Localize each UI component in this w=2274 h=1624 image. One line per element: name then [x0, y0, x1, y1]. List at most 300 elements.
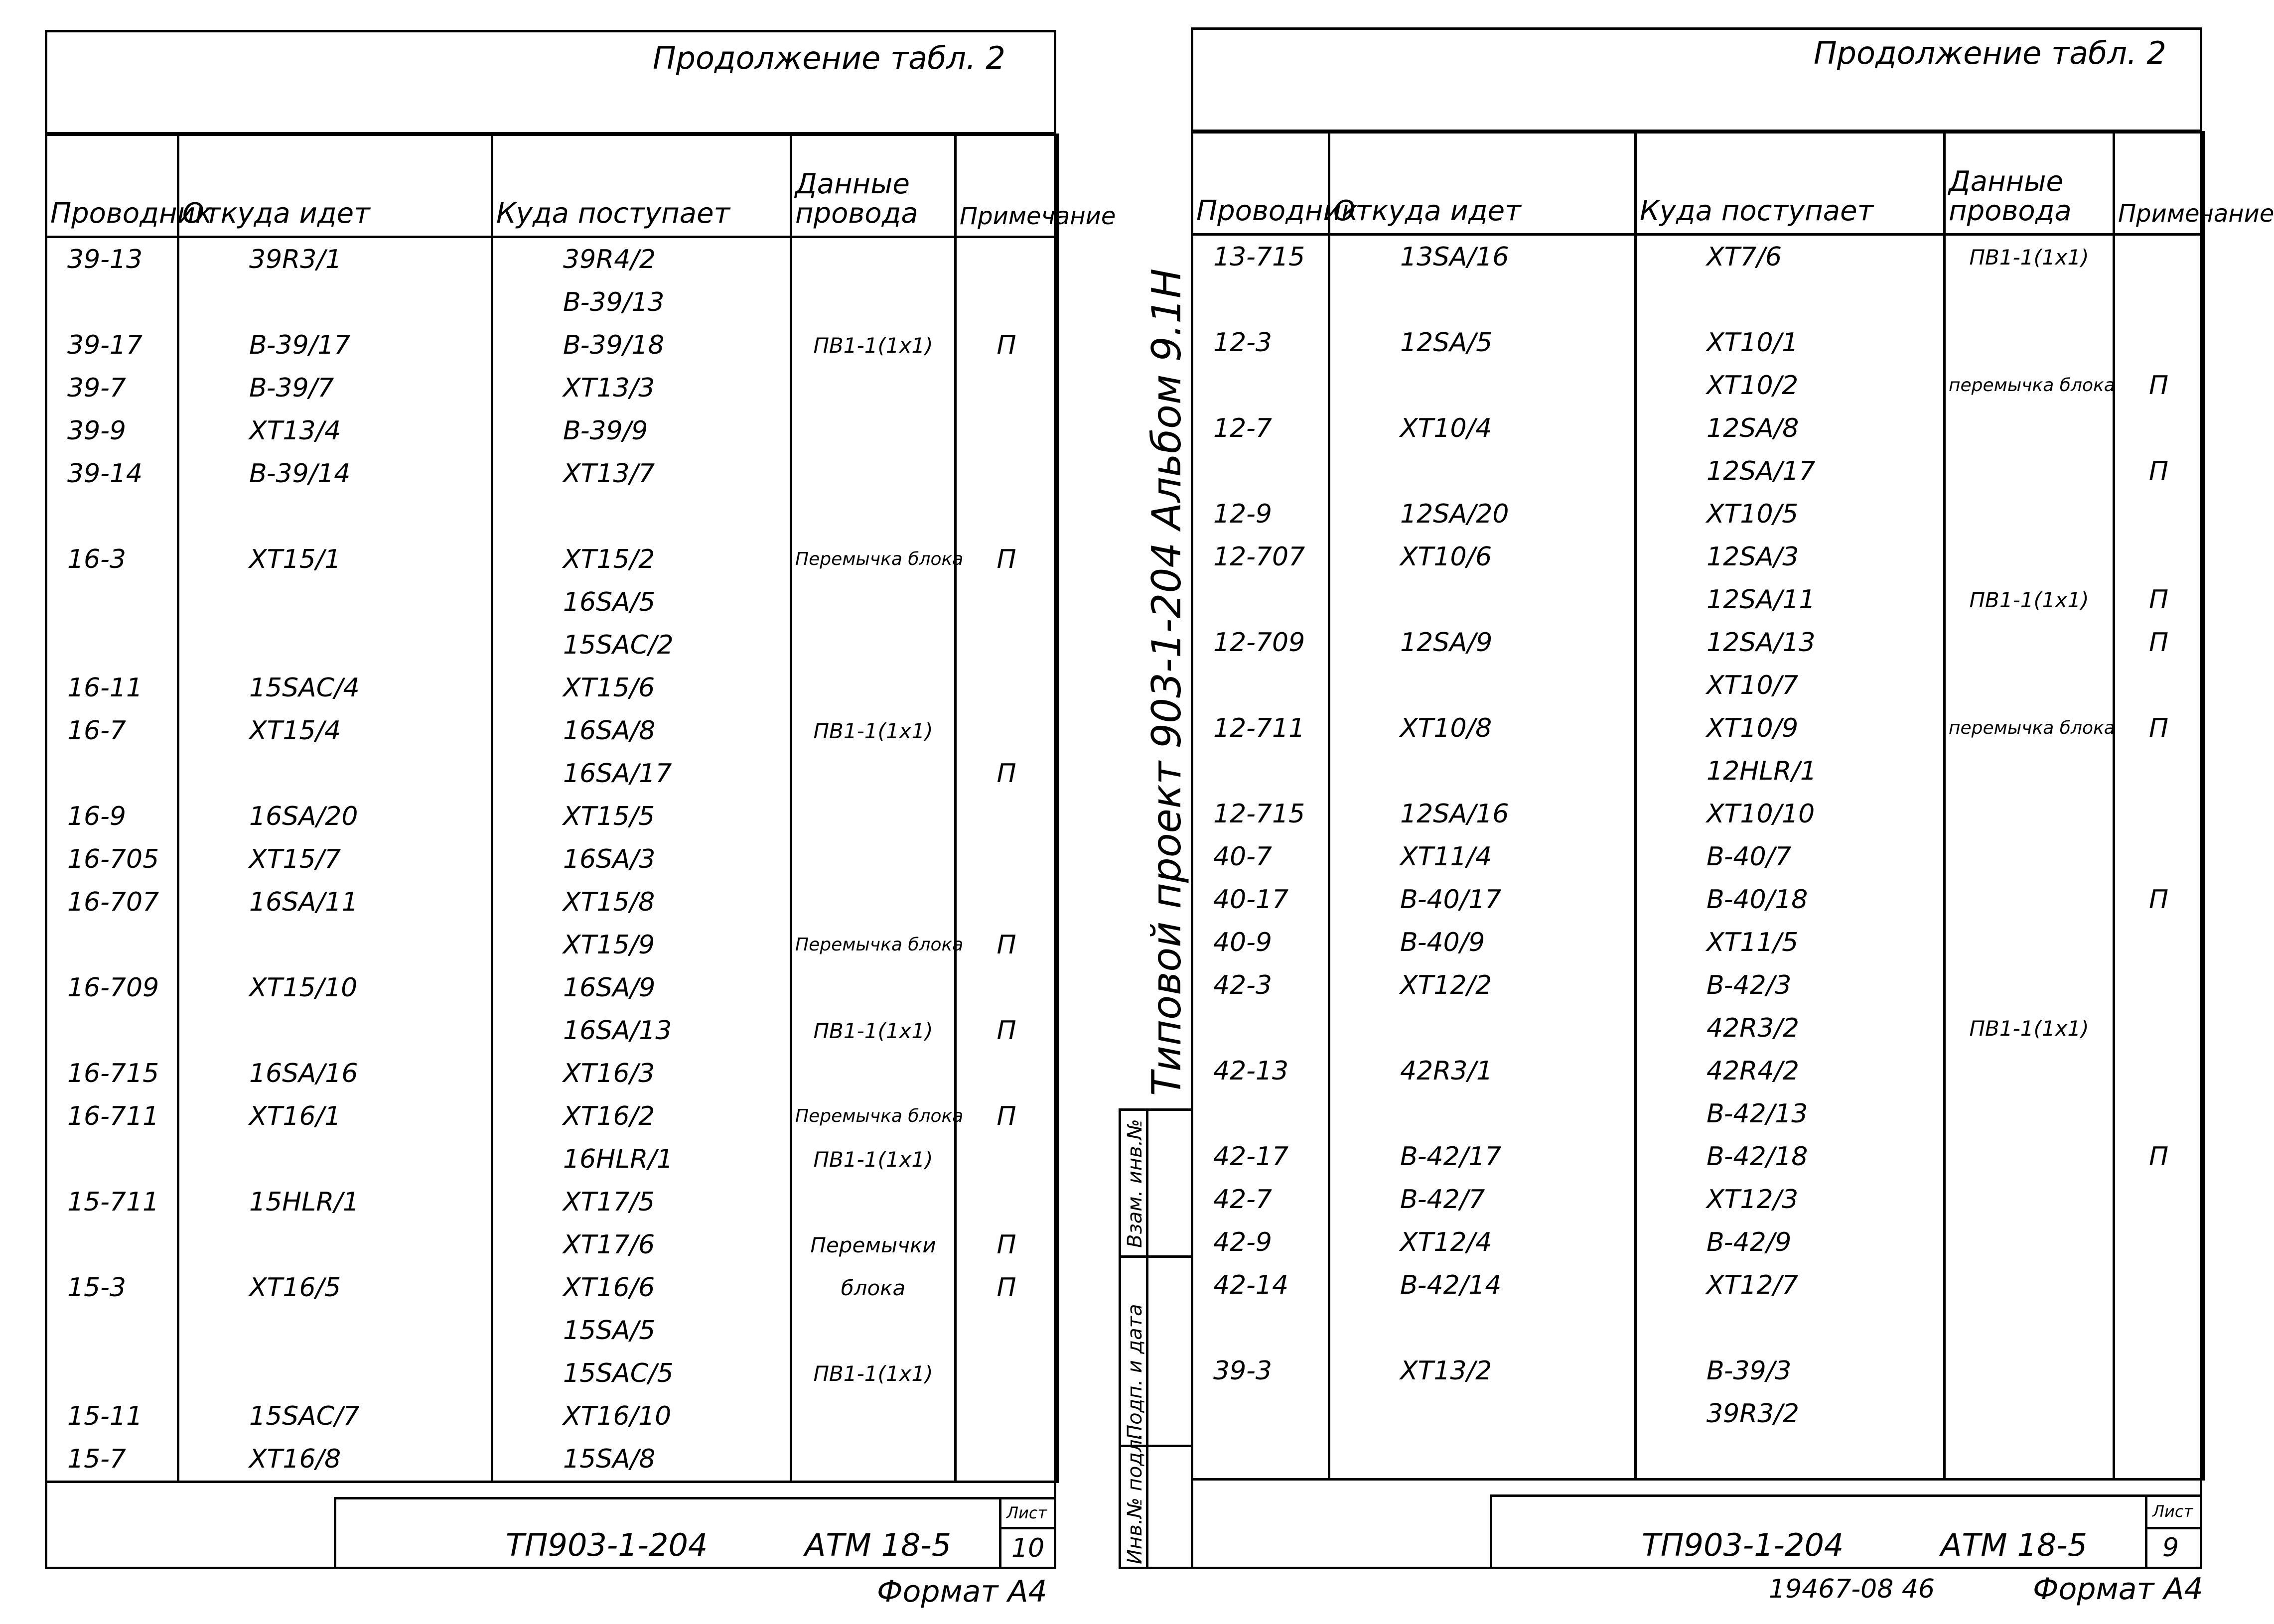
- cell-wire-data: ПВ1-1(1x1): [791, 709, 956, 752]
- cell-from: XT10/4: [1329, 407, 1636, 450]
- cell-to: 15SA/5: [492, 1309, 791, 1352]
- cell-to: 12SA/8: [1636, 407, 1945, 450]
- cell-from: [1329, 450, 1636, 493]
- cell-note: [956, 1181, 1058, 1223]
- table-row: [1192, 1392, 2204, 1435]
- cell-to: 12HLR/1: [1636, 750, 1945, 793]
- cell-wire-data: [1945, 1050, 2114, 1092]
- table-row: [46, 924, 1058, 966]
- cell-to: XT15/6: [492, 667, 791, 709]
- table-row: [46, 409, 1058, 452]
- cell-from: B-40/17: [1329, 878, 1636, 921]
- cell-from: 16SA/16: [178, 1052, 492, 1095]
- cell-from: [1329, 1435, 1636, 1480]
- side-divider-1: [1119, 1255, 1193, 1258]
- right-stamp-mark: АТМ 18-5: [1941, 1527, 2088, 1563]
- cell-from: [1329, 578, 1636, 621]
- cell-conductor: 12-709: [1192, 621, 1329, 664]
- cell-wire-data: ПВ1-1(1x1): [1945, 1007, 2114, 1050]
- cell-from: B-39/7: [178, 367, 492, 409]
- cell-from: [1329, 750, 1636, 793]
- cell-note: [956, 581, 1058, 624]
- cell-to: [492, 495, 791, 538]
- cell-note: П: [956, 1266, 1058, 1309]
- table-row: [46, 795, 1058, 838]
- cell-note: [2114, 1221, 2204, 1264]
- cell-to: B-42/13: [1636, 1092, 1945, 1135]
- album-title: Типовой проект 903-1-204 Альбом 9.1Н: [1143, 268, 1190, 1096]
- header-from: Откуда идет: [178, 135, 492, 237]
- cell-conductor: 12-3: [1192, 321, 1329, 364]
- cell-to: 16SA/13: [492, 1009, 791, 1052]
- cell-from: [178, 495, 492, 538]
- table-row: [1192, 707, 2204, 750]
- cell-wire-data: [791, 581, 956, 624]
- table-row: [1192, 1221, 2204, 1264]
- cell-from: XT16/8: [178, 1438, 492, 1482]
- cell-from: [178, 581, 492, 624]
- cell-conductor: 16-7: [46, 709, 178, 752]
- table-row: [46, 1095, 1058, 1138]
- cell-note: П: [2114, 1135, 2204, 1178]
- cell-to: 39R4/2: [492, 237, 791, 281]
- cell-from: [1329, 1392, 1636, 1435]
- cell-to: XT12/7: [1636, 1264, 1945, 1307]
- left-stamp-mark: АТМ 18-5: [805, 1527, 952, 1563]
- cell-wire-data: [1945, 1435, 2114, 1480]
- cell-to: XT13/7: [492, 452, 791, 495]
- cell-wire-data: [1945, 1264, 2114, 1307]
- cell-note: [956, 624, 1058, 667]
- cell-from: 15HLR/1: [178, 1181, 492, 1223]
- right-sheet-number: 9: [2162, 1533, 2179, 1563]
- cell-from: B-42/14: [1329, 1264, 1636, 1307]
- cell-to: XT15/9: [492, 924, 791, 966]
- table-row: [1192, 536, 2204, 578]
- cell-conductor: 42-9: [1192, 1221, 1329, 1264]
- right-format-label: Формат А4: [2033, 1572, 2203, 1607]
- table-row: [46, 838, 1058, 881]
- cell-to: B-39/18: [492, 324, 791, 367]
- cell-wire-data: [1945, 664, 2114, 707]
- cell-note: [956, 452, 1058, 495]
- cell-wire-data: [1945, 1092, 2114, 1135]
- table-row: [1192, 835, 2204, 878]
- cell-conductor: [46, 1309, 178, 1352]
- cell-from: [178, 1352, 492, 1395]
- cell-conductor: [46, 1352, 178, 1395]
- cell-from: [178, 281, 492, 324]
- table-row: [1192, 1007, 2204, 1050]
- cell-wire-data: блока: [791, 1266, 956, 1309]
- cell-note: [2114, 921, 2204, 964]
- cell-conductor: 12-707: [1192, 536, 1329, 578]
- cell-from: B-39/14: [178, 452, 492, 495]
- cell-note: [2114, 1392, 2204, 1435]
- cell-wire-data: ПВ1-1(1x1): [791, 324, 956, 367]
- cell-conductor: 15-7: [46, 1438, 178, 1482]
- cell-wire-data: [1945, 835, 2114, 878]
- cell-from: [1329, 278, 1636, 321]
- cell-conductor: 16-709: [46, 966, 178, 1009]
- cell-wire-data: [791, 838, 956, 881]
- table-row: [1192, 407, 2204, 450]
- cell-conductor: 42-14: [1192, 1264, 1329, 1307]
- cell-to: XT10/1: [1636, 321, 1945, 364]
- table-row: [1192, 664, 2204, 707]
- cell-note: П: [956, 1095, 1058, 1138]
- cell-from: XT16/5: [178, 1266, 492, 1309]
- cell-conductor: [46, 1138, 178, 1181]
- cell-note: П: [2114, 878, 2204, 921]
- table-row: [46, 1438, 1058, 1482]
- table-row: [46, 966, 1058, 1009]
- cell-note: П: [956, 324, 1058, 367]
- cell-conductor: 16-715: [46, 1052, 178, 1095]
- cell-note: [2114, 321, 2204, 364]
- cell-from: [178, 1223, 492, 1266]
- cell-note: [2114, 750, 2204, 793]
- cell-from: XT15/1: [178, 538, 492, 581]
- cell-note: [956, 966, 1058, 1009]
- table-row: [46, 709, 1058, 752]
- cell-wire-data: [1945, 750, 2114, 793]
- cell-to: 16SA/3: [492, 838, 791, 881]
- cell-wire-data: [791, 367, 956, 409]
- cell-conductor: 16-707: [46, 881, 178, 924]
- cell-wire-data: ПВ1-1(1x1): [791, 1352, 956, 1395]
- cell-wire-data: [1945, 450, 2114, 493]
- cell-wire-data: [1945, 793, 2114, 835]
- cell-from: 16SA/11: [178, 881, 492, 924]
- cell-conductor: 40-17: [1192, 878, 1329, 921]
- table-row: [46, 495, 1058, 538]
- table-row: [46, 1052, 1058, 1095]
- cell-wire-data: [1945, 493, 2114, 536]
- cell-to: 15SA/8: [492, 1438, 791, 1482]
- cell-from: [178, 924, 492, 966]
- right-sheet-label: Лист: [2152, 1502, 2193, 1521]
- table-row: [46, 667, 1058, 709]
- cell-wire-data: [1945, 407, 2114, 450]
- cell-note: [2114, 1350, 2204, 1392]
- cell-from: [178, 624, 492, 667]
- left-table-header: [46, 135, 1058, 237]
- cell-conductor: 16-711: [46, 1095, 178, 1138]
- table-row: [46, 367, 1058, 409]
- table-row: [1192, 878, 2204, 921]
- header-from: Откуда идет: [1329, 133, 1636, 235]
- left-sheet-cell-border: [999, 1499, 1001, 1569]
- table-row: [1192, 578, 2204, 621]
- cell-to: XT10/2: [1636, 364, 1945, 407]
- cell-to: XT15/2: [492, 538, 791, 581]
- table-row: [1192, 1092, 2204, 1135]
- cell-wire-data: [1945, 321, 2114, 364]
- cell-wire-data: [791, 966, 956, 1009]
- cell-conductor: [46, 752, 178, 795]
- cell-note: [956, 367, 1058, 409]
- cell-wire-data: [1945, 1135, 2114, 1178]
- cell-to: XT7/6: [1636, 235, 1945, 279]
- cell-note: [956, 709, 1058, 752]
- cell-from: 12SA/16: [1329, 793, 1636, 835]
- cell-conductor: [1192, 1307, 1329, 1350]
- cell-wire-data: [791, 881, 956, 924]
- cell-note: [956, 1438, 1058, 1482]
- header-to: Куда поступает: [492, 135, 791, 237]
- cell-to: 15SAC/2: [492, 624, 791, 667]
- cell-from: [178, 1009, 492, 1052]
- cell-from: [1329, 664, 1636, 707]
- cell-note: П: [956, 1009, 1058, 1052]
- cell-conductor: [46, 924, 178, 966]
- cell-conductor: [46, 1009, 178, 1052]
- cell-conductor: 42-17: [1192, 1135, 1329, 1178]
- cell-wire-data: Перемычка блока: [791, 1095, 956, 1138]
- table-row: [46, 752, 1058, 795]
- cell-note: [2114, 536, 2204, 578]
- cell-note: [956, 881, 1058, 924]
- cell-from: XT13/4: [178, 409, 492, 452]
- cell-note: [2114, 278, 2204, 321]
- cell-conductor: 15-3: [46, 1266, 178, 1309]
- cell-from: B-40/9: [1329, 921, 1636, 964]
- table-row: [1192, 793, 2204, 835]
- cell-wire-data: [791, 452, 956, 495]
- cell-from: 42R3/1: [1329, 1050, 1636, 1092]
- cell-to: 12SA/13: [1636, 621, 1945, 664]
- cell-note: П: [2114, 621, 2204, 664]
- table-row: [46, 1395, 1058, 1438]
- cell-note: [2114, 1050, 2204, 1092]
- left-stamp-code: ТП903-1-204: [506, 1527, 708, 1563]
- cell-conductor: 15-11: [46, 1395, 178, 1438]
- cell-wire-data: [791, 752, 956, 795]
- cell-to: 16SA/9: [492, 966, 791, 1009]
- cell-to: XT16/3: [492, 1052, 791, 1095]
- cell-from: 39R3/1: [178, 237, 492, 281]
- table-row: [1192, 493, 2204, 536]
- table-row: [1192, 450, 2204, 493]
- cell-wire-data: [1945, 964, 2114, 1007]
- cell-to: 12SA/11: [1636, 578, 1945, 621]
- cell-wire-data: [1945, 1392, 2114, 1435]
- table-row: [1192, 1050, 2204, 1092]
- header-note: Примечание: [956, 135, 1058, 237]
- cell-conductor: 39-13: [46, 237, 178, 281]
- cell-conductor: 16-11: [46, 667, 178, 709]
- header-to: Куда поступает: [1636, 133, 1945, 235]
- cell-wire-data: [1945, 1350, 2114, 1392]
- cell-note: [956, 1309, 1058, 1352]
- cell-from: B-42/17: [1329, 1135, 1636, 1178]
- cell-to: 42R3/2: [1636, 1007, 1945, 1050]
- cell-conductor: [1192, 578, 1329, 621]
- cell-from: XT10/8: [1329, 707, 1636, 750]
- cell-conductor: [1192, 1092, 1329, 1135]
- cell-wire-data: [1945, 1221, 2114, 1264]
- cell-to: XT16/6: [492, 1266, 791, 1309]
- cell-conductor: 12-9: [1192, 493, 1329, 536]
- cell-conductor: [1192, 364, 1329, 407]
- table-row: [46, 1266, 1058, 1309]
- cell-note: [956, 838, 1058, 881]
- cell-conductor: 40-9: [1192, 921, 1329, 964]
- cell-to: [1636, 278, 1945, 321]
- cell-from: B-39/17: [178, 324, 492, 367]
- cell-conductor: 39-3: [1192, 1350, 1329, 1392]
- table-row: [46, 538, 1058, 581]
- cell-from: XT10/6: [1329, 536, 1636, 578]
- cell-to: B-39/3: [1636, 1350, 1945, 1392]
- cell-from: 12SA/20: [1329, 493, 1636, 536]
- cell-wire-data: [1945, 278, 2114, 321]
- table-row: [1192, 1350, 2204, 1392]
- cell-wire-data: [1945, 878, 2114, 921]
- table-row: [1192, 1435, 2204, 1480]
- left-wiring-table: [45, 134, 1116, 1483]
- header-note: Примечание: [2114, 133, 2204, 235]
- cell-note: [2114, 1007, 2204, 1050]
- cell-note: П: [2114, 364, 2204, 407]
- cell-conductor: 16-705: [46, 838, 178, 881]
- left-format-label: Формат А4: [877, 1574, 1047, 1609]
- cell-conductor: 39-14: [46, 452, 178, 495]
- right-sheet-cell-divider: [2145, 1527, 2202, 1529]
- cell-from: XT12/2: [1329, 964, 1636, 1007]
- cell-wire-data: ПВ1-1(1x1): [791, 1009, 956, 1052]
- table-row: [1192, 235, 2204, 279]
- cell-to: XT15/5: [492, 795, 791, 838]
- cell-from: [1329, 364, 1636, 407]
- cell-from: 12SA/5: [1329, 321, 1636, 364]
- cell-from: 15SAC/7: [178, 1395, 492, 1438]
- cell-to: 39R3/2: [1636, 1392, 1945, 1435]
- cell-to: 16SA/5: [492, 581, 791, 624]
- cell-from: 16SA/20: [178, 795, 492, 838]
- cell-note: [2114, 1435, 2204, 1480]
- cell-conductor: [46, 495, 178, 538]
- cell-note: [2114, 835, 2204, 878]
- right-table-header: [1192, 133, 2204, 235]
- table-row: [46, 881, 1058, 924]
- cell-from: XT15/7: [178, 838, 492, 881]
- cell-wire-data: [791, 1052, 956, 1095]
- cell-to: XT15/8: [492, 881, 791, 924]
- cell-to: B-42/18: [1636, 1135, 1945, 1178]
- cell-conductor: 39-17: [46, 324, 178, 367]
- cell-wire-data: [791, 795, 956, 838]
- table-row: [1192, 1307, 2204, 1350]
- cell-wire-data: Перемычки: [791, 1223, 956, 1266]
- cell-note: [2114, 1178, 2204, 1221]
- cell-conductor: 12-7: [1192, 407, 1329, 450]
- cell-note: [2114, 407, 2204, 450]
- cell-from: XT12/4: [1329, 1221, 1636, 1264]
- table-row: [1192, 1178, 2204, 1221]
- cell-from: 13SA/16: [1329, 235, 1636, 279]
- cell-note: [956, 1352, 1058, 1395]
- cell-wire-data: [791, 1438, 956, 1482]
- table-row: [46, 581, 1058, 624]
- cell-wire-data: ПВ1-1(1x1): [1945, 235, 2114, 279]
- table-row: [1192, 1135, 2204, 1178]
- table-row: [46, 624, 1058, 667]
- cell-wire-data: [791, 667, 956, 709]
- cell-wire-data: [791, 409, 956, 452]
- table-row: [46, 237, 1058, 281]
- cell-conductor: [46, 1223, 178, 1266]
- cell-to: XT17/5: [492, 1181, 791, 1223]
- cell-from: XT15/4: [178, 709, 492, 752]
- table-row: [1192, 321, 2204, 364]
- header-wire-data: Данные провода: [1945, 133, 2114, 235]
- table-row: [46, 281, 1058, 324]
- cell-to: XT11/5: [1636, 921, 1945, 964]
- cell-conductor: 15-711: [46, 1181, 178, 1223]
- right-stamp-code: ТП903-1-204: [1642, 1527, 1844, 1563]
- cell-conductor: [46, 624, 178, 667]
- header-conductor: Проводник: [46, 135, 178, 237]
- cell-to: XT10/10: [1636, 793, 1945, 835]
- left-title-block: [334, 1497, 1056, 1569]
- left-sheet-number: 10: [1011, 1533, 1045, 1563]
- cell-wire-data: Перемычка блока: [791, 538, 956, 581]
- cell-wire-data: Перемычка блока: [791, 924, 956, 966]
- cell-note: П: [956, 1223, 1058, 1266]
- cell-note: [2114, 793, 2204, 835]
- cell-from: [178, 1138, 492, 1181]
- side-label-inventory: Инв.№ подл.: [1124, 1433, 1146, 1564]
- cell-conductor: [1192, 1392, 1329, 1435]
- cell-to: XT16/2: [492, 1095, 791, 1138]
- cell-conductor: 16-3: [46, 538, 178, 581]
- cell-wire-data: [1945, 1178, 2114, 1221]
- cell-wire-data: [791, 1181, 956, 1223]
- cell-to: XT17/6: [492, 1223, 791, 1266]
- cell-wire-data: перемычка блока: [1945, 364, 2114, 407]
- cell-to: B-40/7: [1636, 835, 1945, 878]
- table-row: [46, 1309, 1058, 1352]
- cell-conductor: 16-9: [46, 795, 178, 838]
- cell-wire-data: [791, 281, 956, 324]
- cell-note: [956, 409, 1058, 452]
- right-wiring-table: [1191, 131, 2274, 1481]
- cell-wire-data: перемычка блока: [1945, 707, 2114, 750]
- cell-from: XT13/2: [1329, 1350, 1636, 1392]
- cell-wire-data: [791, 624, 956, 667]
- cell-conductor: 13-715: [1192, 235, 1329, 279]
- cell-conductor: [1192, 450, 1329, 493]
- cell-note: [956, 495, 1058, 538]
- table-row: [46, 1138, 1058, 1181]
- table-row: [1192, 750, 2204, 793]
- cell-note: [2114, 493, 2204, 536]
- cell-conductor: [1192, 278, 1329, 321]
- cell-note: [2114, 664, 2204, 707]
- cell-conductor: [1192, 1435, 1329, 1480]
- cell-to: 16HLR/1: [492, 1138, 791, 1181]
- cell-from: XT15/10: [178, 966, 492, 1009]
- cell-conductor: 40-7: [1192, 835, 1329, 878]
- cell-wire-data: [791, 1309, 956, 1352]
- right-continuation-title: Продолжение табл. 2: [1814, 35, 2166, 71]
- cell-wire-data: [791, 237, 956, 281]
- cell-from: [1329, 1007, 1636, 1050]
- cell-wire-data: [1945, 536, 2114, 578]
- right-title-block: [1490, 1494, 2202, 1569]
